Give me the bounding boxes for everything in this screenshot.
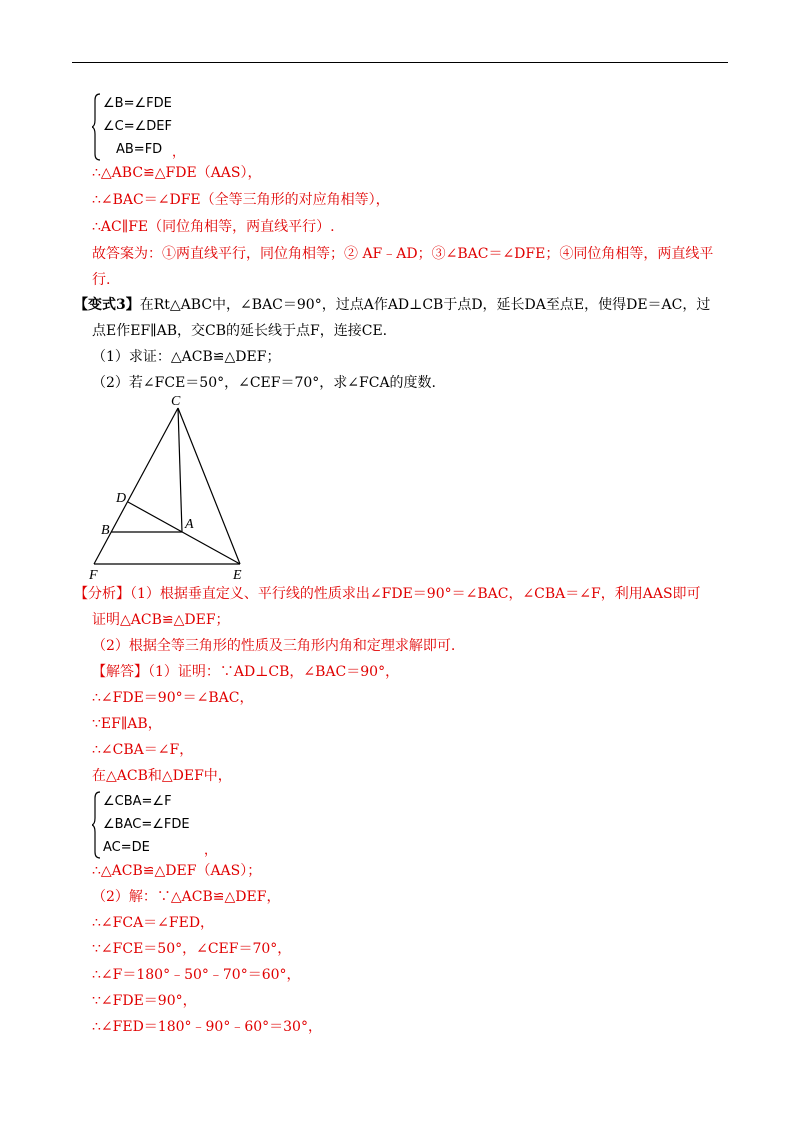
solution-line: ∵∠FCE＝50°，∠CEF＝70°， [92, 941, 292, 957]
solution-line: ∵∠FDE＝90°， [92, 993, 197, 1009]
label-f: F [89, 568, 98, 583]
variant-tag: 【变式3】 [74, 297, 140, 313]
problem-statement [74, 296, 710, 314]
equation-comma: ， [172, 145, 186, 160]
solution-line: ∴∠FDE＝90°＝∠BAC， [92, 690, 254, 706]
analysis-line: 证明△ACB≌△DEF； [92, 612, 230, 628]
equation-system-1 [92, 92, 252, 162]
solution-line: ∴△ACB≌△DEF（AAS）； [92, 863, 262, 879]
label-a: A [185, 517, 194, 532]
label-e: E [233, 568, 242, 583]
analysis-line: 【分析】（1）根据垂直定义、平行线的性质求出∠FDE＝90°＝∠BAC，∠CBA＝∠F，利用AAS即可 [74, 586, 701, 602]
solution-line: 在△ACB和△DEF中， [92, 768, 232, 784]
equation-row: ∠C=∠DEF [103, 119, 172, 134]
header-rule [72, 62, 728, 63]
equation-row: AC=DE [103, 840, 150, 855]
solution-line: ∴∠FED＝180°﹣90°﹣60°＝30°， [92, 1019, 322, 1035]
geometry-figure [85, 392, 260, 584]
solution-line: ∵EF∥AB， [92, 716, 162, 732]
equation-row: ∠B=∠FDE [103, 96, 172, 111]
question-2: （2）若∠FCE＝50°，∠CEF＝70°，求∠FCA的度数. [92, 375, 437, 391]
equation-system-2 [92, 790, 252, 860]
solution-line: （2）解：∵△ACB≌△DEF， [92, 889, 281, 905]
equation-row: ∠BAC=∠FDE [103, 817, 190, 832]
equation-row: ∠CBA=∠F [103, 794, 172, 809]
segment-de [128, 502, 240, 564]
label-d: D [116, 491, 127, 506]
label-c: C [171, 394, 181, 409]
answer-line: 行. [92, 272, 111, 288]
left-brace-icon [92, 92, 102, 162]
segment-ca [178, 408, 182, 532]
equation-row: AB=FD [116, 142, 163, 157]
answer-line: 故答案为：①两直线平行，同位角相等；② AF﹣AD；③∠BAC＝∠DFE；④同位角相等，两直线平 [92, 246, 714, 262]
solution-line: ∴∠F＝180°﹣50°﹣70°＝60°， [92, 967, 301, 983]
solution-line: 【解答】（1）证明：∵AD⊥CB，∠BAC＝90°， [92, 664, 400, 680]
segment-cf [94, 408, 178, 564]
problem-text: 在Rt△ABC中，∠BAC＝90°，过点A作AD⊥CB于点D，延长DA至点E，使得DE＝AC，过 [139, 297, 711, 313]
solution-line: ∴∠FCA＝∠FED， [92, 915, 215, 931]
analysis-line: （2）根据全等三角形的性质及三角形内角和定理求解即可. [92, 638, 456, 654]
equation-comma: ， [204, 843, 218, 858]
solution-line: ∴∠CBA＝∠F， [92, 742, 194, 758]
proof-line: ∴AC∥FE（同位角相等，两直线平行）. [92, 219, 335, 235]
proof-line: ∴∠BAC＝∠DFE（全等三角形的对应角相等）， [92, 192, 390, 208]
problem-text: 点E作EF∥AB，交CB的延长线于点F，连接CE. [92, 323, 388, 339]
label-b: B [101, 523, 110, 538]
left-brace-icon [92, 790, 102, 860]
proof-line: ∴△ABC≌△FDE（AAS）， [92, 165, 262, 181]
question-1: （1）求证：△ACB≌△DEF； [92, 349, 281, 365]
segment-ce [178, 408, 240, 564]
